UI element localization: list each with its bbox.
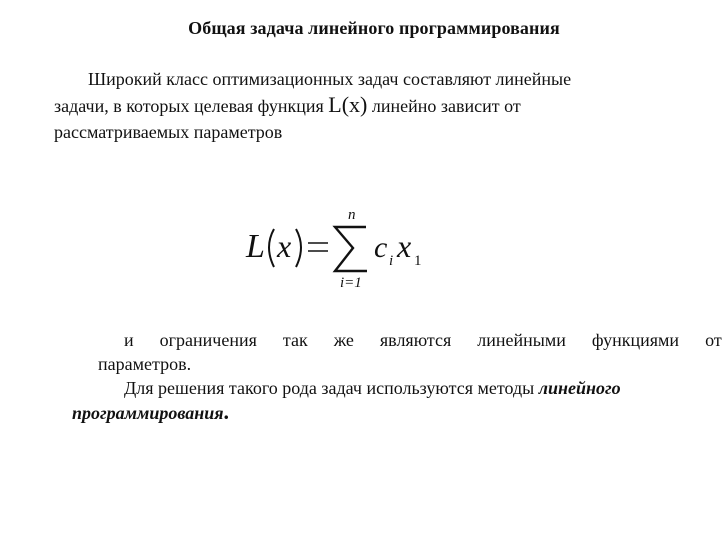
constraints-paragraph xyxy=(72,328,722,376)
formula-left-paren xyxy=(269,229,274,267)
formula-coef-sub: i xyxy=(389,253,394,269)
objective-function-inline: L(x) xyxy=(328,92,368,117)
word: и xyxy=(124,330,134,350)
word: же xyxy=(333,330,354,350)
page-title xyxy=(0,18,720,39)
word: ограничения xyxy=(159,330,257,350)
formula-lhs-x: x xyxy=(277,228,292,264)
title-text: Общая задача линейного программирования xyxy=(188,18,560,38)
formula-lhs-L: L xyxy=(246,228,265,265)
methods-paragraph xyxy=(72,376,662,425)
intro-line-1: Широкий класс оптимизационных задач составляют линейные xyxy=(88,69,572,89)
word: являются xyxy=(379,330,452,350)
formula-var-sub: 1 xyxy=(414,253,422,269)
constraints-line-1 xyxy=(72,328,722,352)
constraints-section xyxy=(72,328,722,425)
formula-svg xyxy=(240,205,440,300)
word: от xyxy=(705,330,722,350)
methods-line-2 xyxy=(72,400,662,425)
methods-line-1 xyxy=(72,376,662,400)
constraints-line-2: параметров. xyxy=(98,354,192,374)
intro-line-2 xyxy=(54,92,654,119)
word: функциями xyxy=(591,330,680,350)
formula-right-paren xyxy=(296,229,301,267)
methods-emphasis-1: линейного xyxy=(538,378,621,398)
intro-paragraph xyxy=(54,66,654,145)
formula-lower-limit: i=1 xyxy=(340,275,362,291)
intro-line-3: рассматриваемых параметров xyxy=(54,122,283,142)
formula-upper-limit: n xyxy=(348,207,356,223)
methods-emphasis-2: программирования xyxy=(72,403,224,423)
formula-var: x xyxy=(397,228,412,264)
formula-sigma-text: ∑ xyxy=(240,205,241,206)
intro-line-2-pre: задачи, в которых целевая функция xyxy=(54,96,329,116)
formula-sigma xyxy=(335,227,367,271)
objective-formula xyxy=(240,205,440,300)
intro-line-2-post: линейно зависит от xyxy=(367,96,521,116)
methods-period: . xyxy=(223,399,230,424)
formula-coef: c xyxy=(374,231,388,264)
word: так xyxy=(282,330,308,350)
methods-line-1-pre: Для решения такого рода задач используются методы xyxy=(124,378,539,398)
word: линейными xyxy=(477,330,566,350)
